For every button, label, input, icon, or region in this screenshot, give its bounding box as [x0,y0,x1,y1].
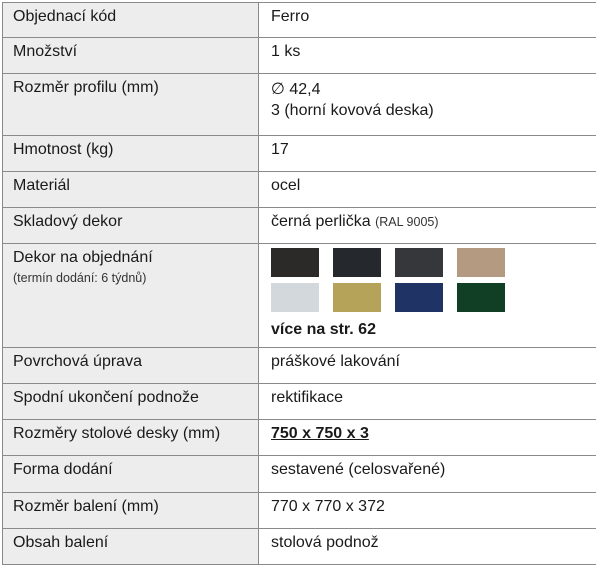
color-swatch [457,248,505,277]
spec-row-stock-decor [3,208,596,244]
stock-decor-name: černá perlička [271,213,371,230]
color-swatch-grid [271,248,596,312]
spec-row-profile-size [3,74,596,136]
color-swatch [271,248,319,277]
row-label: Obsah balení [3,529,259,564]
color-swatch [271,283,319,312]
spec-row-base-finish [3,384,596,420]
spec-row-delivery-form [3,456,596,493]
profile-top-plate: 3 (horní kovová deska) [271,102,434,119]
color-swatch [395,283,443,312]
spec-row-order-decor [3,244,596,348]
tabletop-size-link[interactable]: 750 x 750 x 3 [271,425,369,442]
row-value [259,208,596,243]
spec-row-order-code [3,2,596,38]
color-swatch [457,283,505,312]
row-label: Rozměr profilu (mm) [3,74,259,135]
row-value: rektifikace [271,389,344,406]
spec-row-quantity [3,38,596,74]
spec-row-surface [3,348,596,384]
spec-row-package-size [3,493,596,529]
delivery-time-note: (termín dodání: 6 týdnů) [13,271,147,285]
row-value: sestavené (celosvařené) [271,461,446,478]
row-label: Forma dodání [3,456,259,492]
row-label: Objednací kód [3,3,259,37]
row-value: 17 [271,141,289,158]
ral-code: (RAL 9005) [375,215,439,229]
color-swatch [395,248,443,277]
row-value: 1 ks [271,43,301,60]
row-value: stolová podnož [271,534,379,551]
row-label: Rozměr balení (mm) [3,493,259,528]
spec-row-weight [3,136,596,172]
row-label: Spodní ukončení podnože [3,384,259,419]
row-label: Povrchová úprava [3,348,259,383]
row-label: Hmotnost (kg) [3,136,259,171]
row-label: Materiál [3,172,259,207]
spec-row-package-content [3,529,596,565]
row-value: Ferro [271,8,310,25]
row-value: ocel [271,177,301,194]
row-label [3,244,259,347]
color-swatch [333,283,381,312]
product-spec-table [2,2,596,565]
row-value: 770 x 770 x 372 [271,498,385,515]
row-label: Rozměry stolové desky (mm) [3,420,259,455]
more-info-reference: více na str. 62 [271,321,376,338]
spec-row-tabletop-size [3,420,596,456]
row-label: Množství [3,38,259,73]
spec-row-material [3,172,596,208]
row-value [259,244,596,347]
color-swatch [333,248,381,277]
order-decor-label: Dekor na objednání [13,249,153,266]
row-value [259,74,596,135]
profile-diameter: ∅ 42,4 [271,81,321,98]
row-value [259,420,596,455]
row-value: práškové lakování [271,353,400,370]
row-label: Skladový dekor [3,208,259,243]
